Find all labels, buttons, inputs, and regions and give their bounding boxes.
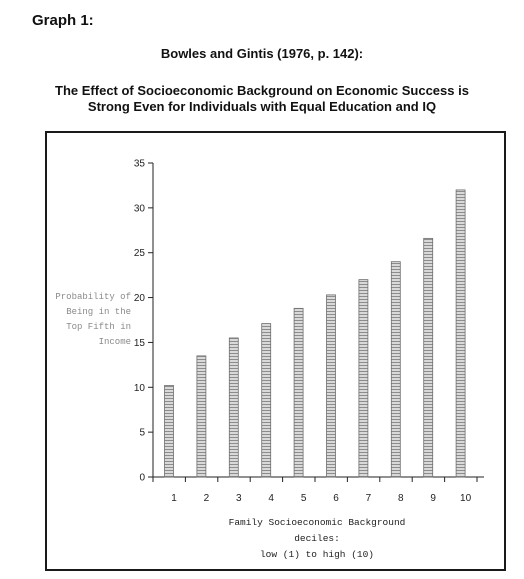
x-axis-label-line: deciles: xyxy=(294,533,340,544)
y-tick-label: 0 xyxy=(139,472,145,484)
y-axis-label xyxy=(55,292,131,347)
y-tick-label: 20 xyxy=(133,293,145,305)
bar-decile-7 xyxy=(359,280,368,477)
y-axis-label-line: Being in the xyxy=(66,307,131,317)
y-tick-label: 10 xyxy=(133,382,145,394)
y-axis-label-line: Top Fifth in xyxy=(66,322,131,332)
y-axis-label-line: Income xyxy=(98,337,131,347)
chart-frame xyxy=(45,131,506,571)
bar-decile-6 xyxy=(327,295,336,477)
bar-decile-8 xyxy=(391,262,400,477)
citation: Bowles and Gintis (1976, p. 142): xyxy=(160,46,364,61)
y-tick-label: 25 xyxy=(133,248,145,260)
x-tick-label: 4 xyxy=(268,493,274,504)
x-tick-label: 8 xyxy=(398,493,404,504)
graph-label: Graph 1: xyxy=(32,12,94,29)
bar-decile-4 xyxy=(262,324,271,477)
y-tick-label: 5 xyxy=(139,427,145,439)
x-tick-label: 3 xyxy=(236,493,242,504)
chart-title-line-2: Strong Even for Individuals with Equal Education and IQ xyxy=(87,99,437,114)
x-tick-label: 2 xyxy=(203,493,210,504)
x-tick-label: 9 xyxy=(430,493,436,504)
chart-bars xyxy=(165,190,466,477)
x-axis-label-line: Family Socioeconomic Background xyxy=(228,517,406,528)
x-axis-label xyxy=(229,517,406,560)
x-axis-ticks xyxy=(153,477,477,504)
x-tick-label: 10 xyxy=(460,493,472,504)
x-tick-label: 5 xyxy=(300,493,307,504)
x-tick-label: 7 xyxy=(365,493,372,504)
bar-decile-9 xyxy=(424,238,433,477)
y-tick-label: 30 xyxy=(133,203,145,215)
y-axis-ticks xyxy=(134,159,153,484)
y-axis-label-line: Probability of xyxy=(55,292,131,302)
bar-decile-10 xyxy=(456,190,465,477)
bar-chart xyxy=(47,133,504,569)
chart-title-line-1: The Effect of Socioeconomic Background on Economic Success is xyxy=(55,83,469,98)
bar-decile-1 xyxy=(165,385,174,477)
x-axis-label-line: low (1) to high (10) xyxy=(259,549,375,560)
bar-decile-2 xyxy=(197,356,206,477)
x-tick-label: 6 xyxy=(333,493,339,504)
y-tick-label: 15 xyxy=(133,337,145,349)
x-tick-label: 1 xyxy=(171,493,177,504)
y-tick-label: 35 xyxy=(133,158,145,170)
bar-decile-5 xyxy=(294,308,303,477)
bar-decile-3 xyxy=(229,338,238,477)
